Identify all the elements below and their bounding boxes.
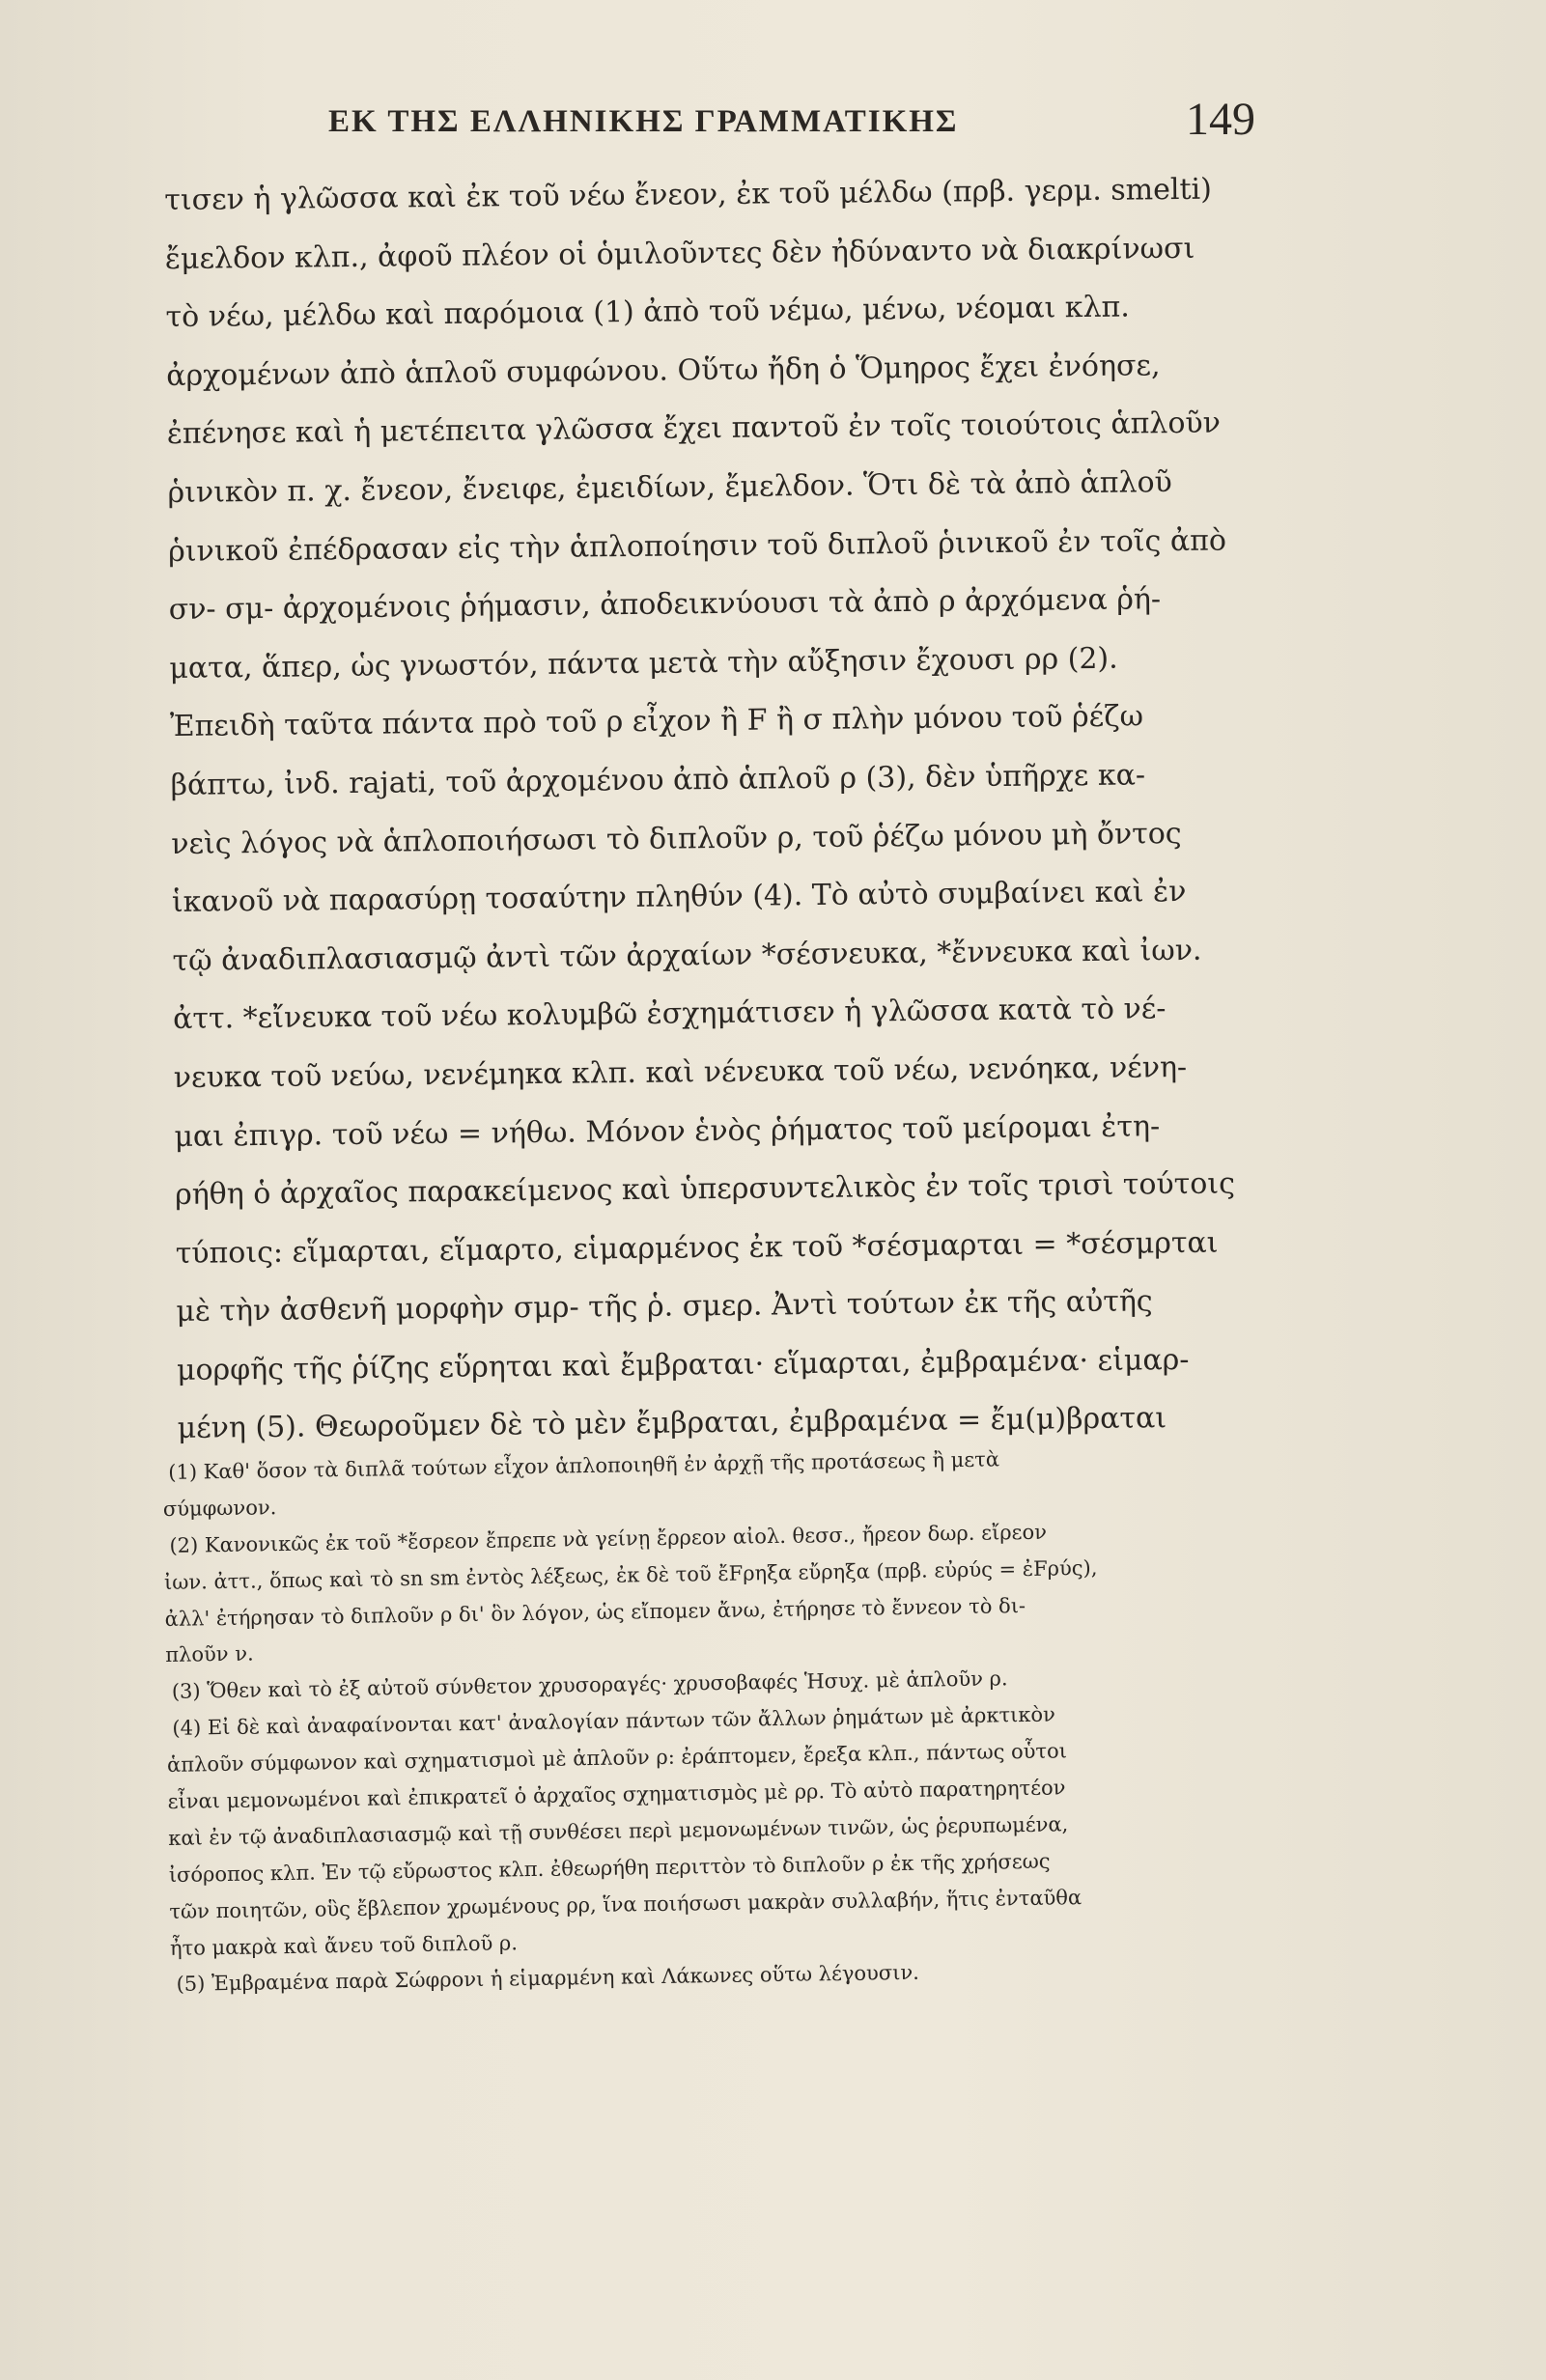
body-line: τισεν ἡ γλῶσσα καὶ ἐκ τοῦ νέω ἔνεον, ἐκ τοῦ μέλδω (πρβ. γερμ. smelti) — [164, 172, 1213, 217]
body-line: μένη (5). Θεωροῦμεν δὲ τὸ μὲν ἔμβραται, ἐμβραμένα = ἔμ(μ)βραται — [177, 1401, 1167, 1446]
footnote-2: (2) Κανονικῶς ἐκ τοῦ *ἔσρεον ἔπρεπε νὰ γείνῃ ἔρρεον αἰολ. θεσσ., ἤρεον δωρ. εἴρεον — [169, 1520, 1048, 1557]
body-line: σν- σμ- ἀρχομένοις ῥήμασιν, ἀποδεικνύουσι τὰ ἀπὸ ρ ἀρχόμενα ῥή- — [168, 582, 1162, 628]
body-line: νευκα τοῦ νεύω, νενέμηκα κλπ. καὶ νένευκα τοῦ νέω, νενόηκα, νένη- — [173, 1050, 1188, 1095]
body-line: μαι ἐπιγρ. τοῦ νέω = νήθω. Μόνον ἑνὸς ῥήματος τοῦ μείρομαι ἐτη- — [174, 1108, 1161, 1154]
footnote-2-continued: ἰων. ἀττ., ὅπως καὶ τὸ sn sm ἐντὸς λέξεως, ἐκ δὲ τοῦ ἔFρηξα εὔρηξα (πρβ. εὐρύς = ἐFρύς), — [163, 1555, 1098, 1594]
footnote-4-continued: ἦτο μακρὰ καὶ ἄνευ τοῦ διπλοῦ ρ. — [169, 1930, 519, 1960]
footnote-4-continued: τῶν ποιητῶν, οὓς ἔβλεπον χρωμένους ρρ, ἵνα ποιήσωσι μακρὰν συλλαβήν, ἥτις ἐνταῦθα — [169, 1885, 1082, 1923]
body-line: ἀττ. *εἴνευκα τοῦ νέω κολυμβῶ ἐσχημάτισεν ἡ γλῶσσα κατὰ τὸ νέ- — [173, 992, 1167, 1037]
page-number: 149 — [1186, 94, 1255, 145]
footnotes — [162, 1438, 1299, 2004]
body-line: νεὶς λόγος νὰ ἁπλοποιήσωσι τὸ διπλοῦν ρ, τοῦ ῥέζω μόνου μὴ ὄντος — [171, 816, 1182, 861]
footnote-4-continued: εἶναι μεμονωμένοι καὶ ἐπικρατεῖ ὁ ἀρχαῖος σχηματισμὸς μὲ ρρ. Τὸ αὐτὸ παρατηρητέον — [167, 1776, 1066, 1813]
body-line: τύποις: εἵμαρται, εἵμαρτο, εἱμαρμένος ἐκ τοῦ *σέσμαρται = *σέσμρται — [175, 1225, 1219, 1271]
body-line: ματα, ἅπερ, ὡς γνωστόν, πάντα μετὰ τὴν αὔξησιν ἔχουσι ρρ (2). — [169, 641, 1118, 686]
running-head: ΕΚ ΤΗΣ ΕΛΛΗΝΙΚΗΣ ΓΡΑΜΜΑΤΙΚΗΣ — [328, 104, 959, 139]
body-line: ἐπένησε καὶ ἡ μετέπειτα γλῶσσα ἔχει παντοῦ ἐν τοῖς τοιούτοις ἁπλοῦν — [166, 406, 1222, 452]
body-line: Ἐπειδὴ ταῦτα πάντα πρὸ τοῦ ρ εἶχον ἢ F ἢ σ πλὴν μόνου τοῦ ῥέζω — [169, 699, 1144, 744]
body-line: ἱκανοῦ νὰ παρασύρῃ τοσαύτην πληθύν (4). Τὸ αὐτὸ συμβαίνει καὶ ἐν — [171, 875, 1187, 920]
body-line: ῥινικοῦ ἐπέδρασαν εἰς τὴν ἁπλοποίησιν τοῦ διπλοῦ ῥινικοῦ ἐν τοῖς ἀπὸ — [167, 523, 1227, 569]
body-line: ρήθη ὁ ἀρχαῖος παρακείμενος καὶ ὑπερσυντελικὸς ἐν τοῖς τρισὶ τούτοις — [174, 1166, 1236, 1213]
body-line: τὸ νέω, μέλδω καὶ παρόμοια (1) ἀπὸ τοῦ νέμω, μένω, νέομαι κλπ. — [165, 290, 1131, 335]
body-line: μορφῆς τῆς ῥίζης εὕρηται καὶ ἔμβραται· εἵμαρται, ἐμβραμένα· εἱμαρ- — [176, 1342, 1190, 1387]
footnote-4-continued: καὶ ἐν τῷ ἀναδιπλασιασμῷ καὶ τῇ συνθέσει περὶ μεμονωμένων τινῶν, ὡς ῥερυπωμένα, — [168, 1812, 1069, 1850]
footnote-5: (5) Ἐμβραμένα παρὰ Σώφρονι ἡ εἱμαρμένη καὶ Λάκωνες οὕτω λέγουσιν. — [176, 1961, 920, 1997]
body-line: τῷ ἀναδιπλασιασμῷ ἀντὶ τῶν ἀρχαίων *σέσνευκα, *ἔννευκα καὶ ἰων. — [172, 933, 1202, 978]
footnote-1-continued: σύμφωνον. — [162, 1496, 277, 1521]
body-line: μὲ τὴν ἀσθενῆ μορφὴν σμρ- τῆς ῥ. σμερ. Ἀντὶ τούτων ἐκ τῆς αὐτῆς — [176, 1284, 1153, 1330]
body-line: ἀρχομένων ἀπὸ ἁπλοῦ συμφώνου. Οὕτω ἤδη ὁ Ὅμηρος ἔχει ἐνόησε, — [166, 348, 1161, 393]
footnote-4-continued: ἰσόροπος κλπ. Ἐν τῷ εὔρωστος κλπ. ἐθεωρήθη περιττὸν τὸ διπλοῦν ρ ἐκ τῆς χρήσεως — [168, 1849, 1051, 1887]
footnote-3: (3) Ὅθεν καὶ τὸ ἐξ αὐτοῦ σύνθετον χρυσοραγές· χρυσοβαφές Ἡσυχ. μὲ ἁπλοῦν ρ. — [171, 1666, 1008, 1704]
body-line: ἔμελδον κλπ., ἀφοῦ πλέον οἱ ὁμιλοῦντες δὲν ἠδύναντο νὰ διακρίνωσι — [164, 231, 1195, 276]
footnote-1: (1) Καθ' ὅσον τὰ διπλᾶ τούτων εἶχον ἁπλοποιηθῆ ἐν ἀρχῇ τῆς προτάσεως ἢ μετὰ — [168, 1447, 1000, 1484]
footnote-2-continued: πλοῦν ν. — [165, 1641, 254, 1667]
body-text — [164, 160, 1298, 1459]
footnote-4: (4) Εἰ δὲ καὶ ἀναφαίνονται κατ' ἀναλογίαν πάντων τῶν ἄλλων ῥημάτων μὲ ἀρκτικὸν — [172, 1702, 1056, 1741]
footnote-2-continued: ἀλλ' ἐτήρησαν τὸ διπλοῦν ρ δι' ὃν λόγον, ὡς εἴπομεν ἄνω, ἐτήρησε τὸ ἔννεον τὸ δι- — [164, 1593, 1026, 1631]
footnote-4-continued: ἁπλοῦν σύμφωνον καὶ σχηματισμοὶ μὲ ἁπλοῦν ρ: ἐράπτομεν, ἔρεξα κλπ., πάντως οὗτοι — [166, 1739, 1068, 1778]
body-line: βάπτω, ἰνδ. rajati, τοῦ ἀρχομένου ἀπὸ ἁπλοῦ ρ (3), δὲν ὑπῆρχε κα- — [170, 758, 1146, 802]
body-line: ῥινικὸν π. χ. ἔνεον, ἔνειφε, ἐμειδίων, ἔμελδον. Ὅτι δὲ τὰ ἀπὸ ἁπλοῦ — [167, 465, 1172, 510]
